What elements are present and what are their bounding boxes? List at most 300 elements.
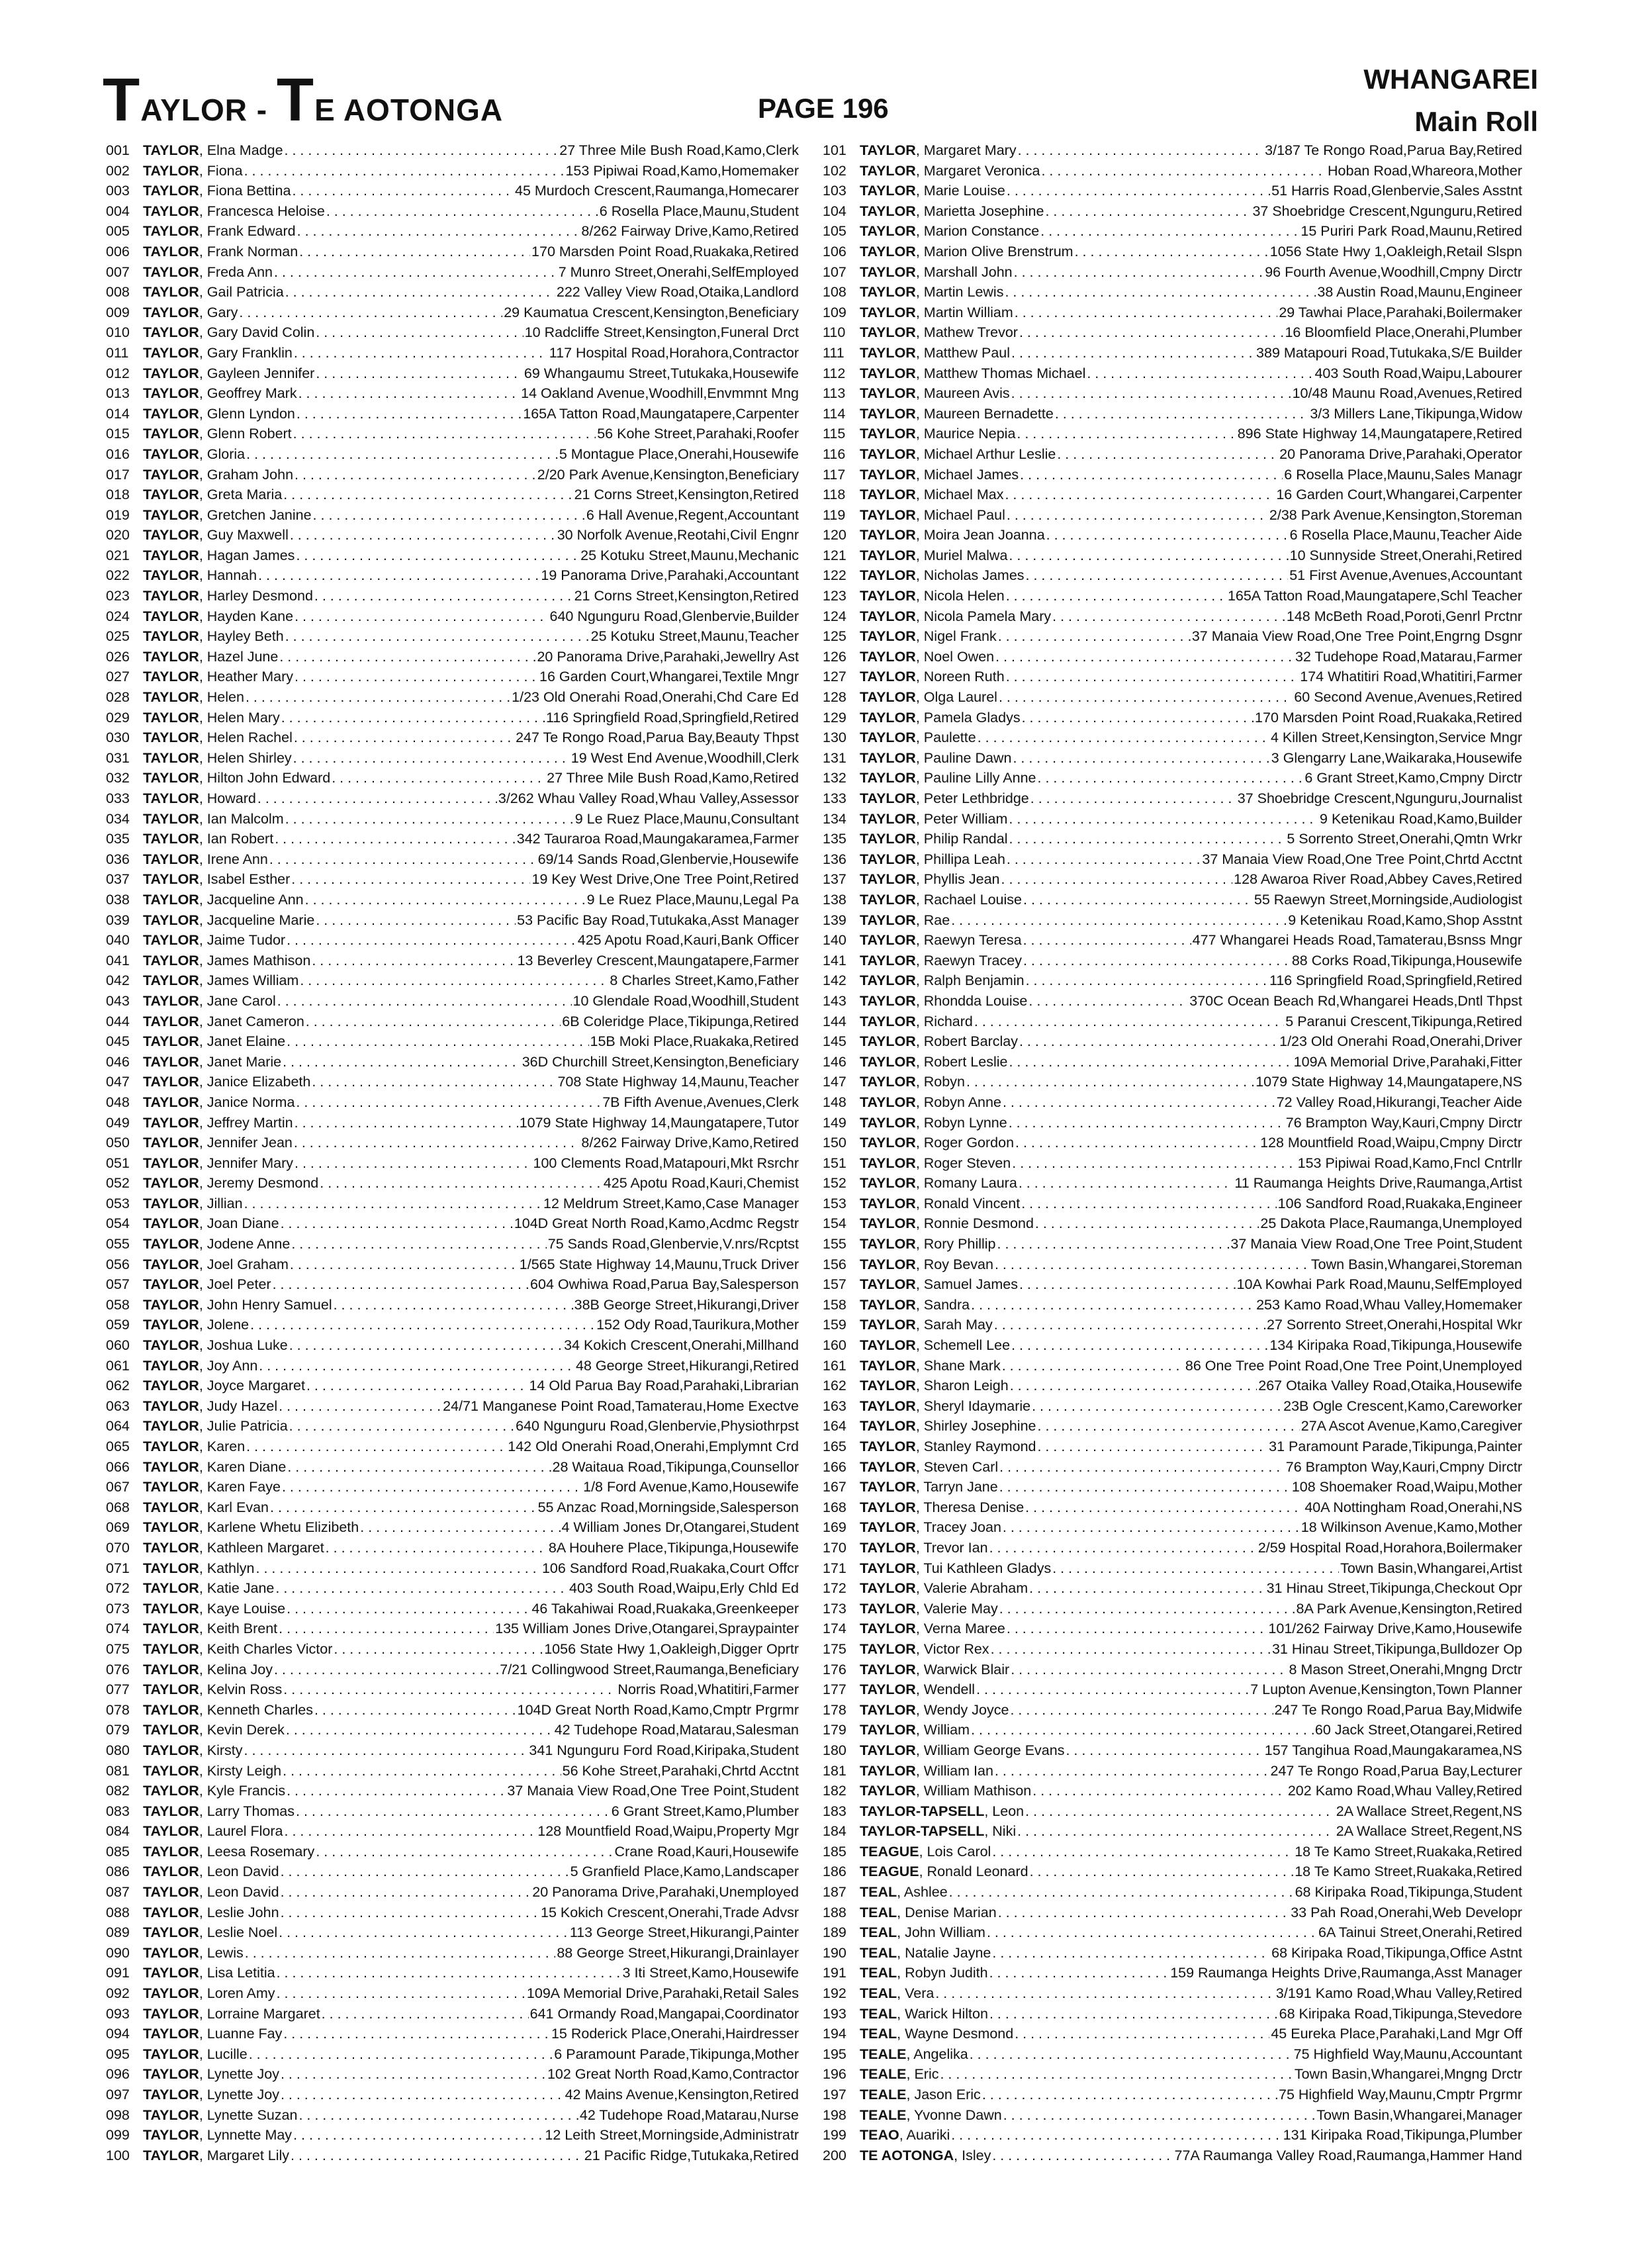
entry-address-occupation: 46 Takahiwai Road,Ruakaka,Greenkeeper <box>531 1600 799 1617</box>
roll-entry <box>106 750 799 771</box>
entry-address-occupation: 253 Kamo Road,Whau Valley,Homemaker <box>1256 1296 1522 1313</box>
entry-given-names: Lynnette May <box>206 2127 293 2144</box>
entry-surname: TAYLOR <box>143 709 199 726</box>
entry-name: TAYLOR, Rae <box>860 912 950 928</box>
entry-given-names: Leon <box>992 1803 1025 1819</box>
entry-number: 049 <box>106 1114 130 1131</box>
entry-given-names: Roger Steven <box>923 1155 1011 1171</box>
entry-surname: TAYLOR <box>143 851 199 867</box>
entry-address-occupation: 10 Sunnyside Street,Onerahi,Retired <box>1289 547 1522 563</box>
entry-address-occupation: 12 Leith Street,Morningside,Administratr <box>545 2127 799 2144</box>
entry-surname: TAYLOR <box>143 1053 199 1070</box>
roll-entry <box>823 1681 1522 1702</box>
entry-surname: TAYLOR <box>143 628 199 645</box>
roll-entry <box>823 770 1522 790</box>
dot-leader <box>239 305 502 321</box>
entry-address-occupation: 37 Shoebridge Crescent,Ngunguru,Retired <box>1252 203 1522 219</box>
entry-number: 086 <box>106 1864 130 1880</box>
entry-given-names: Rachael Louise <box>923 891 1022 908</box>
entry-surname: TAYLOR <box>143 1337 199 1354</box>
roll-entry <box>823 1540 1522 1560</box>
roll-entry <box>106 1621 799 1641</box>
roll-entry <box>106 2087 799 2107</box>
entry-name: TAYLOR, Lynnette May <box>143 2127 293 2144</box>
entry-name: TEAGUE, Lois Carol <box>860 1843 991 1860</box>
entry-name: TAYLOR, Ian Robert <box>143 831 274 847</box>
entry-number: 198 <box>823 2106 846 2123</box>
roll-entry <box>823 1742 1522 1763</box>
entry-name: TAYLOR, Robyn Lynne <box>860 1114 1007 1131</box>
entry-number: 080 <box>106 1742 130 1758</box>
entry-number: 131 <box>823 749 846 766</box>
entry-address-occupation: 19 Key West Drive,One Tree Point,Retired <box>531 871 799 888</box>
entry-given-names: Helen Rachel <box>206 730 293 746</box>
entry-number: 118 <box>823 487 846 503</box>
entry-number: 158 <box>823 1296 846 1313</box>
entry-address-occupation: 19 Panorama Drive,Parahaki,Accountant <box>541 567 799 584</box>
dot-leader <box>1012 1155 1296 1172</box>
entry-given-names: Wendy Joyce <box>923 1701 1009 1718</box>
dot-leader <box>995 649 1294 665</box>
dot-leader <box>989 2006 1278 2022</box>
roll-entry <box>823 1459 1522 1480</box>
entry-address-occupation: 7 Lupton Avenue,Kensington,Town Planner <box>1250 1681 1522 1698</box>
entry-name: TAYLOR, Julie Patricia <box>143 1418 288 1435</box>
dot-leader <box>287 1601 530 1617</box>
dot-leader <box>293 2127 543 2144</box>
entry-address-occupation: 101/262 Fairway Drive,Kamo,Housewife <box>1268 1621 1522 1637</box>
entry-given-names: Graham John <box>206 466 294 483</box>
roll-entry <box>823 223 1522 244</box>
dot-leader <box>1015 305 1278 321</box>
entry-given-names: William Mathison <box>923 1783 1032 1799</box>
roll-entry <box>823 1276 1522 1297</box>
entry-address-occupation: Town Basin,Whangarei,Manager <box>1316 2106 1522 2123</box>
roll-entry <box>106 1722 799 1742</box>
roll-entry <box>823 649 1522 669</box>
dot-leader <box>1030 1864 1294 1880</box>
entry-surname: TAYLOR <box>860 749 916 766</box>
entry-address-occupation: 16 Garden Court,Whangarei,Carpenter <box>1276 487 1522 503</box>
entry-name: TAYLOR, Graham John <box>143 466 294 483</box>
entry-address-occupation: 56 Kohe Street,Parahaki,Chrtd Acctnt <box>562 1762 799 1779</box>
entry-address-occupation: 21 Corns Street,Kensington,Retired <box>574 487 799 503</box>
roll-entry <box>106 244 799 264</box>
entry-name: TAYLOR, Joel Peter <box>143 1276 271 1293</box>
entry-surname: TAYLOR <box>143 790 199 806</box>
roll-entry <box>823 2148 1522 2168</box>
entry-address-occupation: 106 Sandford Road,Ruakaka,Engineer <box>1277 1195 1522 1211</box>
dot-leader <box>275 831 516 847</box>
entry-address-occupation: 403 South Road,Waipu,Labourer <box>1314 365 1522 381</box>
entry-name: TAYLOR, Kelvin Ross <box>143 1681 283 1698</box>
entry-given-names: Hayden Kane <box>206 608 294 624</box>
roll-entry <box>106 446 799 467</box>
roll-entry <box>106 669 799 689</box>
dot-leader <box>971 1297 1255 1313</box>
entry-given-names: Raewyn Tracey <box>923 952 1022 969</box>
entry-surname: TAYLOR <box>860 344 916 361</box>
entry-address-occupation: 267 Otaika Valley Road,Otaika,Housewife <box>1258 1378 1522 1394</box>
entry-surname: TEAL <box>860 1904 897 1920</box>
entry-number: 141 <box>823 952 846 969</box>
dot-leader <box>283 487 572 503</box>
entry-name: TAYLOR, Valerie May <box>860 1600 998 1617</box>
entry-given-names: Keith Charles Victor <box>206 1640 333 1657</box>
entry-name: TAYLOR, Kaye Louise <box>143 1600 286 1617</box>
entry-surname: TAYLOR <box>143 1013 199 1029</box>
dot-leader <box>360 1519 560 1536</box>
entry-address-occupation: 31 Paramount Parade,Tikipunga,Painter <box>1269 1439 1522 1454</box>
entry-surname: TAYLOR <box>143 891 199 908</box>
entry-name: TAYLOR, Kathleen Margaret <box>143 1539 324 1556</box>
entry-given-names: Phyllis Jean <box>923 871 1000 888</box>
roll-entry <box>823 1884 1522 1905</box>
dot-leader <box>295 1155 531 1172</box>
entry-given-names: Ian Malcolm <box>206 810 284 827</box>
dot-leader <box>291 2148 583 2164</box>
entry-name: TAYLOR, Ian Malcolm <box>143 810 284 827</box>
entry-surname: TAYLOR <box>860 1236 916 1252</box>
entry-given-names: Leslie Noel <box>206 1924 278 1941</box>
entry-given-names: Wayne Desmond <box>905 2026 1014 2042</box>
entry-surname: TAYLOR <box>860 912 916 928</box>
entry-surname: TAYLOR-TAPSELL <box>860 1823 985 1840</box>
entry-name: TAYLOR, Rory Phillip <box>860 1236 996 1252</box>
entry-number: 132 <box>823 770 846 786</box>
roll-entry <box>106 1540 799 1560</box>
roll-entry <box>823 507 1522 528</box>
entry-number: 114 <box>823 405 846 422</box>
entry-name: TAYLOR, Margaret Lily <box>143 2147 290 2163</box>
roll-entry <box>823 912 1522 933</box>
entry-number: 199 <box>823 2127 846 2144</box>
entry-address-occupation: 27A Ascot Avenue,Kamo,Caregiver <box>1300 1418 1522 1435</box>
entry-given-names: Samuel James <box>923 1276 1018 1293</box>
entry-surname: TAYLOR <box>860 1033 916 1050</box>
dot-leader <box>995 1256 1310 1273</box>
entry-number: 116 <box>823 446 846 462</box>
entry-address-occupation: 170 Marsden Point Road,Ruakaka,Retired <box>1255 709 1522 726</box>
entry-given-names: Ronald Leonard <box>927 1864 1028 1880</box>
entry-number: 045 <box>106 1033 130 1050</box>
entry-address-occupation: 3 Glengarry Lane,Waikaraka,Housewife <box>1271 749 1522 766</box>
dot-leader <box>281 2087 564 2103</box>
entry-number: 066 <box>106 1458 130 1475</box>
roll-entry <box>106 507 799 528</box>
entry-name: TAYLOR, William <box>860 1722 970 1738</box>
entry-number: 156 <box>823 1256 846 1272</box>
dot-leader <box>245 1945 556 1961</box>
dot-leader <box>1005 487 1275 503</box>
roll-entry <box>823 1621 1522 1641</box>
entry-surname: TAYLOR <box>143 1499 199 1515</box>
dot-leader <box>1007 183 1270 199</box>
entry-given-names: Howard <box>206 790 256 806</box>
entry-address-occupation: 116 Springfield Road,Springfield,Retired <box>1269 972 1522 989</box>
entry-surname: TAYLOR <box>143 1114 199 1131</box>
entry-given-names: Michael Max <box>923 487 1004 503</box>
entry-given-names: Niki <box>992 1823 1017 1840</box>
entry-address-occupation: 116 Springfield Road,Springfield,Retired <box>545 709 799 726</box>
entry-name: TAYLOR, Janet Cameron <box>143 1013 304 1029</box>
entry-number: 102 <box>823 162 846 179</box>
entry-name: TAYLOR, Heather Mary <box>143 669 294 685</box>
entry-number: 143 <box>823 992 846 1009</box>
entry-address-occupation: 153 Pipiwai Road,Kamo,Homemaker <box>565 162 799 179</box>
entry-surname: TAYLOR <box>143 689 199 706</box>
entry-address-occupation: 60 Second Avenue,Avenues,Retired <box>1294 689 1522 706</box>
entry-number: 192 <box>823 1985 846 2002</box>
roll-entry <box>823 365 1522 386</box>
entry-address-occupation: Hoban Road,Whareora,Mother <box>1328 162 1522 179</box>
entry-address-occupation: 51 Harris Road,Glenbervie,Sales Asstnt <box>1271 183 1522 199</box>
entry-number: 135 <box>823 831 846 847</box>
dot-leader <box>314 588 573 604</box>
entry-given-names: Keith Brent <box>206 1621 278 1637</box>
entry-name: TAYLOR, Lynette Suzan <box>143 2106 298 2123</box>
entry-address-occupation: 11 Raumanga Heights Drive,Raumanga,Artist <box>1234 1175 1522 1192</box>
entry-name: TAYLOR, Ralph Benjamin <box>860 972 1025 989</box>
entry-name: TAYLOR, Maurice Nepia <box>860 426 1016 442</box>
roll-entry <box>106 1297 799 1317</box>
entry-name: TAYLOR, Janet Marie <box>143 1053 282 1070</box>
entry-name: TAYLOR, Nigel Frank <box>860 628 997 645</box>
entry-number: 073 <box>106 1600 130 1617</box>
entry-number: 033 <box>106 790 130 806</box>
entry-given-names: Lynette Joy <box>206 2087 279 2103</box>
entry-given-names: Francesca Heloise <box>206 203 325 219</box>
dot-leader <box>289 1418 514 1435</box>
entry-address-occupation: 6A Tainui Street,Onerahi,Retired <box>1318 1924 1522 1941</box>
roll-entry <box>106 871 799 892</box>
entry-surname: TAYLOR <box>143 1256 199 1272</box>
entry-given-names: Helen <box>206 689 244 706</box>
dot-leader <box>991 1641 1271 1658</box>
entry-address-occupation: 23B Ogle Crescent,Kamo,Careworker <box>1283 1397 1522 1414</box>
entry-address-occupation: 128 Mountfield Road,Waipu,Cmpny Dirctr <box>1260 1135 1522 1151</box>
entry-surname: TAYLOR <box>860 1722 916 1738</box>
roll-entry <box>823 2006 1522 2026</box>
entry-address-occupation: 5 Granfield Place,Kamo,Landscaper <box>570 1864 799 1880</box>
entry-surname: TEAL <box>860 1944 897 1961</box>
entry-name: TAYLOR, Martin William <box>860 304 1013 320</box>
entry-address-occupation: 109A Memorial Drive,Parahaki,Fitter <box>1293 1053 1522 1070</box>
entry-surname: TAYLOR <box>860 324 916 341</box>
dot-leader <box>1014 264 1264 281</box>
entry-number: 027 <box>106 669 130 685</box>
entry-given-names: Martin William <box>923 304 1013 320</box>
dot-leader <box>295 669 538 685</box>
entry-address-occupation: 88 Corks Road,Tikipunga,Housewife <box>1291 952 1522 969</box>
entry-surname: TAYLOR <box>860 1276 916 1293</box>
entry-surname: TAYLOR <box>860 487 916 503</box>
entry-number: 051 <box>106 1155 130 1171</box>
entry-given-names: Gary <box>206 304 238 320</box>
entry-given-names: Kenneth Charles <box>206 1701 313 1718</box>
entry-surname: TAYLOR <box>860 588 916 604</box>
entry-address-occupation: 86 One Tree Point Road,One Tree Point,Unemployed <box>1185 1357 1522 1374</box>
entry-name: TAYLOR, Hagan James <box>143 547 295 563</box>
entry-surname: TAYLOR-TAPSELL <box>860 1803 985 1819</box>
roll-entry <box>823 163 1522 183</box>
entry-given-names: Margaret Mary <box>923 142 1017 158</box>
entry-address-occupation: 100 Clements Road,Matapouri,Mkt Rsrchr <box>533 1155 799 1171</box>
entry-number: 138 <box>823 891 846 908</box>
dot-leader <box>998 1905 1289 1921</box>
entry-address-occupation: 10/48 Maunu Road,Avenues,Retired <box>1292 385 1522 402</box>
entry-address-occupation: 24/71 Manganese Point Road,Tamaterau,Home Exectve <box>443 1397 799 1414</box>
entry-address-occupation: 7B Fifth Avenue,Avenues,Clerk <box>602 1094 799 1110</box>
entry-address-occupation: 68 Kiripaka Road,Tikipunga,Office Astnt <box>1271 1944 1522 1961</box>
entry-address-occupation: 104D Great North Road,Kamo,Acdmc Regstr <box>514 1215 799 1232</box>
entry-name: TAYLOR, Leesa Rosemary <box>143 1843 315 1860</box>
entry-address-occupation: 69 Whangaumu Street,Tutukaka,Housewife <box>524 365 799 381</box>
entry-number: 160 <box>823 1337 846 1354</box>
entry-given-names: Judy Hazel <box>206 1397 278 1414</box>
entry-address-occupation: 9 Ketenikau Road,Kamo,Shop Asstnt <box>1288 912 1522 928</box>
entry-surname: TAYLOR <box>860 162 916 179</box>
entry-given-names: Nigel Frank <box>923 628 997 645</box>
entry-given-names: Kaye Louise <box>206 1600 286 1617</box>
entry-name: TAYLOR, Marshall John <box>860 263 1013 280</box>
entry-number: 111 <box>823 344 844 361</box>
roll-entry <box>106 1560 799 1581</box>
entry-number: 098 <box>106 2106 130 2123</box>
entry-number: 171 <box>823 1560 846 1576</box>
dot-leader <box>298 2107 578 2124</box>
entry-address-occupation: 8A Houhere Place,Tikipunga,Housewife <box>548 1539 799 1556</box>
entry-surname: TAYLOR <box>143 1843 199 1860</box>
entry-name: TAYLOR, Ronald Vincent <box>860 1195 1021 1211</box>
entry-given-names: Jacqueline Ann <box>206 891 304 908</box>
entry-surname: TAYLOR <box>860 1701 916 1718</box>
roll-entry <box>823 1641 1522 1662</box>
roll-entry <box>106 1459 799 1480</box>
entry-address-occupation: 20 Panorama Drive,Parahaki,Jewellry Ast <box>537 648 799 665</box>
entry-address-occupation: 3/191 Kamo Road,Whau Valley,Retired <box>1275 1985 1522 2002</box>
entry-name: TAYLOR, Leon David <box>143 1864 279 1880</box>
dot-leader <box>332 770 545 786</box>
entry-name: TAYLOR, Richard <box>860 1013 973 1029</box>
entry-name: TAYLOR, Margaret Veronica <box>860 162 1040 179</box>
entry-given-names: Leesa Rosemary <box>206 1843 315 1860</box>
entry-surname: TAYLOR <box>860 1175 916 1192</box>
entry-address-occupation: 45 Eureka Place,Parahaki,Land Mgr Off <box>1271 2026 1522 2042</box>
entry-number: 072 <box>106 1580 130 1597</box>
entry-given-names: Warick Hilton <box>905 2005 988 2022</box>
entry-surname: TAYLOR <box>860 831 916 847</box>
entry-address-occupation: 9 Le Ruez Place,Maunu,Consultant <box>574 810 799 827</box>
entry-surname: TAYLOR <box>860 1053 916 1070</box>
entry-given-names: Vera <box>905 1985 935 2002</box>
entry-surname: TAYLOR <box>143 506 199 523</box>
roll-entry <box>106 1094 799 1115</box>
entry-number: 059 <box>106 1317 130 1333</box>
roll-entry <box>823 972 1522 993</box>
entry-number: 012 <box>106 365 130 381</box>
entry-number: 103 <box>823 183 846 199</box>
entry-name: TAYLOR, Roger Gordon <box>860 1135 1015 1151</box>
entry-given-names: Kirsty <box>206 1742 243 1758</box>
roll-entry <box>823 527 1522 547</box>
entry-number: 133 <box>823 790 846 806</box>
entry-name: TAYLOR, Keith Brent <box>143 1621 278 1637</box>
entry-name: TAYLOR, Schemell Lee <box>860 1337 1011 1354</box>
dot-leader <box>285 628 590 645</box>
entry-name: TAYLOR, Glenn Lyndon <box>143 405 295 422</box>
dot-leader <box>1003 2107 1316 2124</box>
roll-entry <box>823 2046 1522 2067</box>
dot-leader <box>285 1823 537 1840</box>
entry-given-names: Luanne Fay <box>206 2026 283 2042</box>
entry-name: TAYLOR, Warwick Blair <box>860 1661 1010 1677</box>
entry-number: 145 <box>823 1033 846 1050</box>
entry-number: 169 <box>823 1519 846 1536</box>
dot-leader <box>1032 1398 1282 1415</box>
entry-surname: TAYLOR <box>860 385 916 402</box>
dot-leader <box>256 1560 541 1577</box>
entry-surname: TAYLOR <box>143 1378 199 1394</box>
entry-address-occupation: 21 Pacific Ridge,Tutukaka,Retired <box>584 2147 799 2163</box>
entry-given-names: Leon David <box>206 1864 279 1880</box>
entry-address-occupation: Town Basin,Whangarei,Mngng Drctr <box>1294 2066 1522 2083</box>
entry-surname: TAYLOR <box>143 365 199 381</box>
entry-given-names: Jaime Tudor <box>206 932 286 949</box>
entry-address-occupation: 128 Awaroa River Road,Abbey Caves,Retired <box>1234 871 1522 888</box>
entry-given-names: Robyn Lynne <box>923 1114 1007 1131</box>
roll-entry <box>106 1945 799 1965</box>
entry-address-occupation: 20 Panorama Drive,Parahaki,Unemployed <box>532 1884 799 1901</box>
dot-leader <box>277 1985 525 2002</box>
entry-name: TAYLOR, Helen Rachel <box>143 730 293 746</box>
entry-surname: TAYLOR <box>143 992 199 1009</box>
entry-given-names: Roy Bevan <box>923 1256 993 1272</box>
entry-number: 013 <box>106 385 130 402</box>
entry-name: TAYLOR, William Ian <box>860 1762 993 1779</box>
entry-surname: TAYLOR <box>143 162 199 179</box>
entry-given-names: Steven Carl <box>923 1458 999 1475</box>
roll-entry <box>106 1276 799 1297</box>
dot-leader <box>1023 892 1253 908</box>
dot-leader <box>1052 608 1285 625</box>
entry-surname: TEAL <box>860 2005 897 2022</box>
entry-address-occupation: 40A Nottingham Road,Onerahi,NS <box>1304 1499 1522 1515</box>
entry-given-names: Kelina Joy <box>206 1661 273 1677</box>
entry-name: TEALE, Yvonne Dawn <box>860 2106 1002 2123</box>
entry-surname: TAYLOR <box>143 466 199 483</box>
dot-leader <box>286 1722 553 1738</box>
roll-entry <box>106 1681 799 1702</box>
entry-address-occupation: 6 Hall Avenue,Regent,Accountant <box>586 506 799 523</box>
entry-name: TAYLOR, Guy Maxwell <box>143 527 289 543</box>
dot-leader <box>293 750 570 767</box>
entry-address-occupation: 640 Ngunguru Road,Glenbervie,Physiothrpst <box>516 1418 799 1435</box>
roll-entry <box>823 142 1522 163</box>
entry-name: TAYLOR, Karlene Whetu Elizibeth <box>143 1519 359 1536</box>
entry-given-names: Karen <box>206 1439 246 1454</box>
entry-name: TAYLOR, Joel Graham <box>143 1256 289 1272</box>
entry-name: TAYLOR, Victor Rex <box>860 1640 989 1657</box>
dot-leader <box>282 1479 582 1495</box>
dot-leader <box>1057 446 1278 463</box>
entry-given-names: Jillian <box>206 1195 243 1211</box>
entry-name: TAYLOR, Kevin Derek <box>143 1722 285 1738</box>
entry-given-names: Joyce Margaret <box>206 1378 305 1394</box>
entry-number: 096 <box>106 2066 130 2083</box>
entry-number: 178 <box>823 1701 846 1718</box>
roll-entry <box>823 892 1522 912</box>
